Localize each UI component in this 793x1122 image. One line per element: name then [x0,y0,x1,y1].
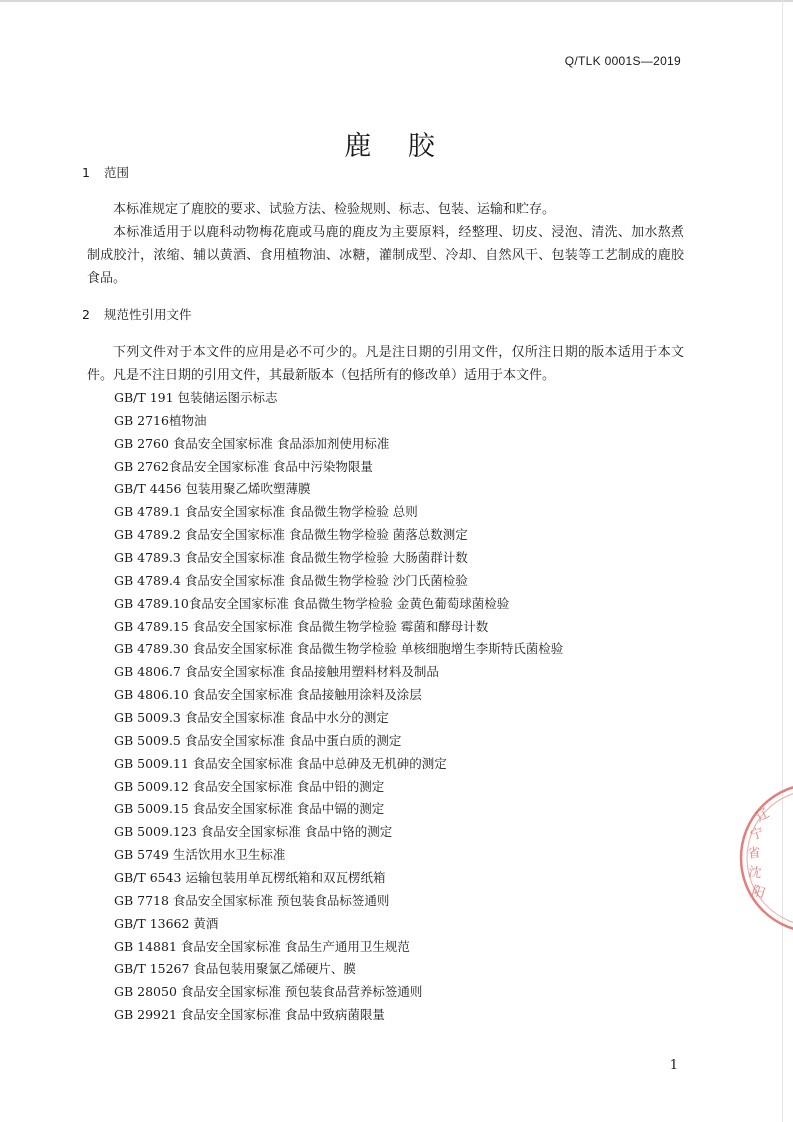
svg-text:宁: 宁 [748,825,766,844]
svg-text:省: 省 [746,845,762,862]
section-heading-scope [82,163,129,181]
svg-text:沈: 沈 [747,865,763,882]
official-seal-stamp [735,778,793,938]
reference-item: GB/T 191 包装储运图示标志 [114,390,278,405]
reference-item: GB 2762食品安全国家标准 食品中污染物限量 [114,458,373,474]
standard-code: Q/TLK 0001S—2019 [564,54,681,68]
reference-item: GB 4789.1 食品安全国家标准 食品微生物学检验 总则 [114,504,418,520]
reference-item: GB 4789.30 食品安全国家标准 食品微生物学检验 单核细胞增生李斯特氏菌检验 [114,641,564,657]
reference-item: GB 5009.11 食品安全国家标准 食品中总砷及无机砷的测定 [114,755,447,771]
reference-item: GB 4806.7 食品安全国家标准 食品接触用塑料材料及制品 [114,664,439,680]
reference-item: GB 28050 食品安全国家标准 预包装食品营养标签通则 [114,984,423,1000]
reference-item: GB 5009.15 食品安全国家标准 食品中镉的测定 [114,801,385,817]
reference-item: GB 5009.3 食品安全国家标准 食品中水分的测定 [114,710,389,726]
scope-paragraph-1: 本标准规定了鹿胶的要求、试验方法、检验规则、标志、包装、运输和贮存。 [113,202,556,217]
reference-item: GB 5009.12 食品安全国家标准 食品中铅的测定 [114,778,385,794]
svg-text:辽: 辽 [753,805,773,826]
reference-item: GB/T 6543 运输包装用单瓦楞纸箱和双瓦楞纸箱 [114,870,386,886]
section-heading-normative-references [82,305,192,323]
svg-text:阳: 阳 [749,883,767,902]
scan-edge-top [0,0,793,2]
page-number: 1 [669,1058,678,1073]
reference-list [114,387,563,1027]
reference-item: GB 4789.15 食品安全国家标准 食品微生物学检验 霉菌和酵母计数 [114,618,489,634]
reference-item: GB 4789.2 食品安全国家标准 食品微生物学检验 菌落总数测定 [114,527,468,543]
document-title: 鹿 胶 [344,131,449,163]
reference-item: GB 14881 食品安全国家标准 食品生产通用卫生规范 [114,938,410,954]
scan-edge-right [782,0,783,1122]
reference-item: GB/T 15267 食品包装用聚氯乙烯硬片、膜 [114,961,356,977]
references-intro-paragraph: 下列文件对于本文件的应用是必不可少的。凡是注日期的引用文件，仅所注日期的版本适用于本文件。凡是不注日期的引用文件，其最新版本（包括所有的修改单）适用于本文件。 [87,345,684,383]
reference-item: GB/T 13662 黄酒 [114,915,219,931]
reference-item: GB 4806.10 食品安全国家标准 食品接触用涂料及涂层 [114,687,422,703]
section-title: 范围 [104,165,130,180]
reference-item: GB/T 4456 包装用聚乙烯吹塑薄膜 [114,481,311,497]
reference-item: GB 7718 食品安全国家标准 预包装食品标签通则 [114,892,390,908]
reference-item: GB 4789.10食品安全国家标准 食品微生物学检验 金黄色葡萄球菌检验 [114,595,510,611]
reference-item: GB 4789.4 食品安全国家标准 食品微生物学检验 沙门氏菌检验 [114,572,468,588]
reference-item: GB 2760 食品安全国家标准 食品添加剂使用标准 [114,435,390,451]
section-number: 2 [82,307,90,322]
section-title: 规范性引用文件 [104,307,192,322]
section-number: 1 [82,165,90,180]
reference-item: GB 2716植物油 [114,412,207,428]
scope-paragraph-2: 本标准适用于以鹿科动物梅花鹿或马鹿的鹿皮为主要原料，经整理、切皮、浸泡、清洗、加水熬煮制成胶汁，浓缩、辅以黄酒、食用植物油、冰糖，灌制成型、冷却、自然风干、包装等工艺制成的鹿胶食品。 [87,225,684,286]
reference-item: GB 5749 生活饮用水卫生标准 [114,847,286,863]
reference-item: GB 5009.123 食品安全国家标准 食品中铬的测定 [114,824,393,840]
reference-item: GB 5009.5 食品安全国家标准 食品中蛋白质的测定 [114,732,402,748]
reference-item: GB 4789.3 食品安全国家标准 食品微生物学检验 大肠菌群计数 [114,550,468,566]
reference-item: GB 29921 食品安全国家标准 食品中致病菌限量 [114,1007,385,1023]
